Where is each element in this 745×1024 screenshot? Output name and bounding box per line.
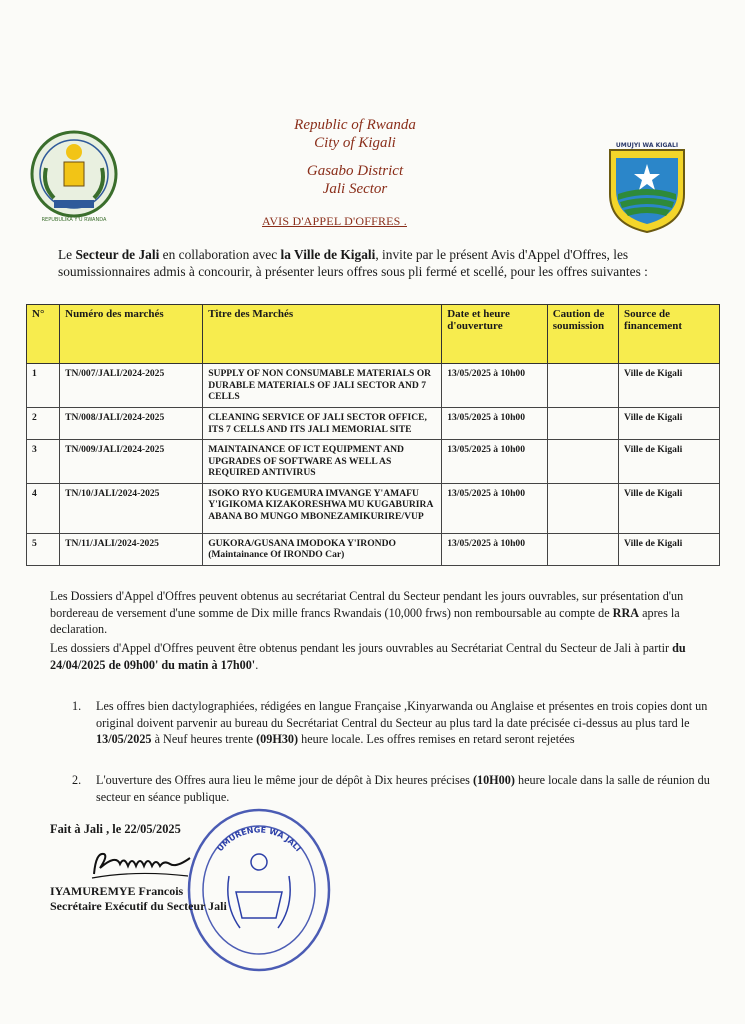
row-ref: TN/10/JALI/2024-2025	[60, 483, 203, 533]
row-title: GUKORA/GUSANA IMODOKA Y'IRONDO (Maintainance Of IRONDO Car)	[203, 533, 442, 565]
row-ref: TN/007/JALI/2024-2025	[60, 364, 203, 408]
row-source: Ville de Kigali	[619, 408, 720, 440]
signatory-role: Secrétaire Exécutif du Secteur Jali	[50, 899, 227, 913]
row-caution	[547, 408, 618, 440]
table-row	[27, 408, 720, 440]
row-title: CLEANING SERVICE OF JALI SECTOR OFFICE, ITS 7 CELLS AND ITS JALI MEMORIAL SITE	[203, 408, 442, 440]
row-title: SUPPLY OF NON CONSUMABLE MATERIALS OR DURABLE MATERIALS OF JALI SECTOR AND 7 CELLS	[203, 364, 442, 408]
place-and-date: Fait à Jali , le 22/05/2025	[50, 822, 181, 836]
row-ref: TN/008/JALI/2024-2025	[60, 408, 203, 440]
district-line: Gasabo District	[306, 163, 404, 179]
republic-line: Republic of Rwanda	[294, 117, 416, 133]
col-header-number: N°	[27, 305, 60, 364]
row-number: 3	[27, 440, 60, 484]
row-title: MAINTAINANCE OF ICT EQUIPMENT AND UPGRADES OF SOFTWARE AS WELL AS REQUIRED ANTIVIRUS	[203, 440, 442, 484]
col-header-title: Titre des Marchés	[203, 305, 442, 364]
dossier-fee-paragraph: Les Dossiers d'Appel d'Offres peuvent obtenus au secrétariat Central du Secteur pendant les jours ouvrables, sur présentation d'un bordereau de versement d'une somme de Dix mille francs Rwandais (10,000 frws) non remboursable au compte de RRA apres la declaration.	[50, 589, 684, 636]
row-date: 13/05/2025 à 10h00	[442, 408, 548, 440]
notice-title: AVIS D'APPEL D'OFFRES .	[262, 214, 407, 228]
svg-text:UMUJYI WA KIGALI: UMUJYI WA KIGALI	[615, 142, 679, 149]
row-date: 13/05/2025 à 10h00	[442, 533, 548, 565]
table-header-row	[27, 305, 720, 364]
table-row	[27, 364, 720, 408]
row-date: 13/05/2025 à 10h00	[442, 364, 548, 408]
row-number: 2	[27, 408, 60, 440]
letterhead	[240, 116, 470, 198]
signature-icon	[86, 846, 196, 884]
row-title: ISOKO RYO KUGEMURA IMVANGE Y'AMAFU Y'IGIKOMA KIZAKORESHWA MU KUGABURIRA ABANA BO MUNGO MBONEZAMIKURIRE/VUP	[203, 483, 442, 533]
row-caution	[547, 364, 618, 408]
dossier-availability-paragraph: Les dossiers d'Appel d'Offres peuvent être obtenus pendant les jours ouvrables au Secrétariat Central du Secteur de Jali à partir du 24/04/2025 de 09h00' du matin à 17h00'.	[50, 641, 686, 672]
row-caution	[547, 440, 618, 484]
row-number: 1	[27, 364, 60, 408]
intro-paragraph: Le Secteur de Jali en collaboration avec la Ville de Kigali, invite par le présent Avis d'Appel d'Offres, les soumissionnaires admis à concourir, à présenter leurs offres sous pli fermé et scellé, pour les offres suivantes :	[58, 247, 648, 279]
row-ref: TN/11/JALI/2024-2025	[60, 533, 203, 565]
signatory-name: IYAMUREMYE Francois	[50, 884, 184, 898]
list-item: 1. Les offres bien dactylographiées, rédigées en langue Française ,Kinyarwanda ou Anglaise et présentes en trois copies dont un original doivent parvenir au bureau du Secrétariat Central du Secteur au plus tard la date précisée ci-dessus au plus tard le 13/05/2025 à Neuf heures trente (09H30) heure locale. Les offres remises en retard seront rejetées	[72, 699, 708, 746]
svg-text:REPUBULIKA Y'U RWANDA: REPUBULIKA Y'U RWANDA	[41, 217, 107, 223]
city-line: City of Kigali	[314, 135, 396, 151]
official-stamp-icon	[184, 806, 334, 974]
table-row	[27, 440, 720, 484]
svg-text:UMURENGE WA JALI: UMURENGE WA JALI	[215, 825, 303, 854]
row-number: 5	[27, 533, 60, 565]
rwanda-coat-of-arms-icon	[24, 128, 124, 224]
row-source: Ville de Kigali	[619, 483, 720, 533]
row-ref: TN/009/JALI/2024-2025	[60, 440, 203, 484]
sector-line: Jali Sector	[322, 181, 388, 197]
col-header-ref: Numéro des marchés	[60, 305, 203, 364]
row-source: Ville de Kigali	[619, 533, 720, 565]
row-caution	[547, 533, 618, 565]
table-row	[27, 533, 720, 565]
tender-table	[26, 304, 720, 566]
col-header-source: Source de financement	[619, 305, 720, 364]
col-header-date: Date et heure d'ouverture	[442, 305, 548, 364]
row-number: 4	[27, 483, 60, 533]
table-row	[27, 483, 720, 533]
row-date: 13/05/2025 à 10h00	[442, 440, 548, 484]
row-source: Ville de Kigali	[619, 440, 720, 484]
city-of-kigali-logo-icon	[600, 138, 694, 236]
row-source: Ville de Kigali	[619, 364, 720, 408]
col-header-caution: Caution de soumission	[547, 305, 618, 364]
list-item: 2. L'ouverture des Offres aura lieu le même jour de dépôt à Dix heures précises (10H00) heure locale dans la salle de réunion du secteur en séance publique.	[72, 773, 710, 804]
row-date: 13/05/2025 à 10h00	[442, 483, 548, 533]
row-caution	[547, 483, 618, 533]
